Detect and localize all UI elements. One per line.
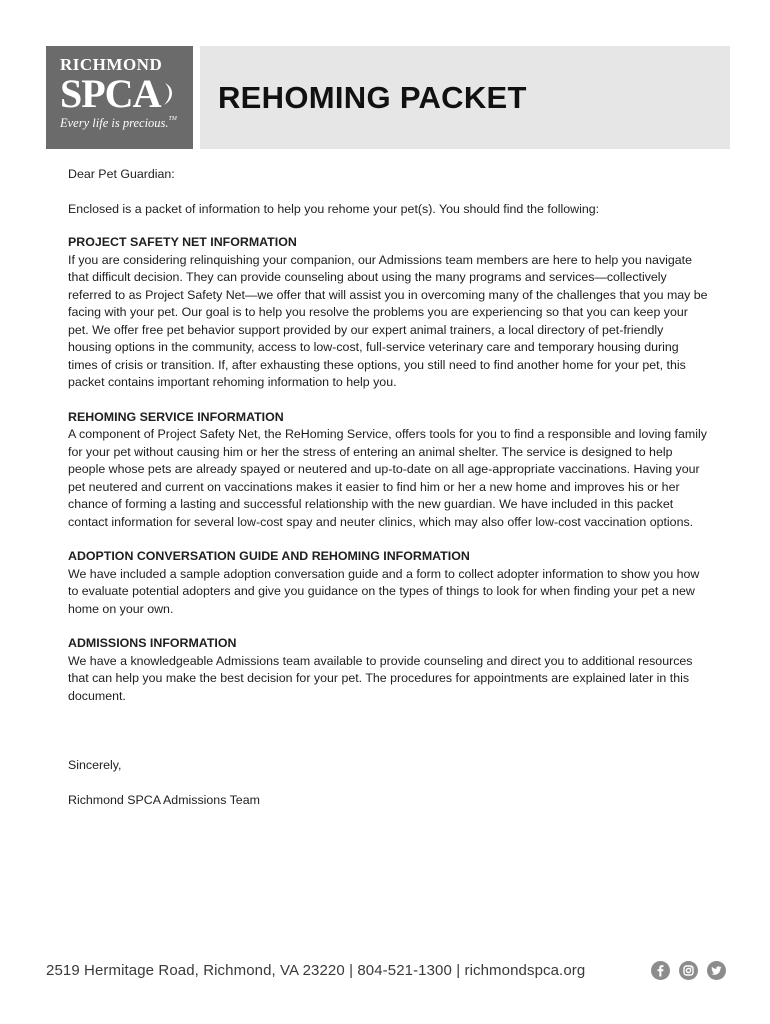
section-body: If you are considering relinquishing your companion, our Admissions team members are here to help you navigate that difficult decision. They can provide counseling about using the many programs and services—collectively referred to as Project Safety Net—we offer that will assist you in overcoming many of the challenges that you may be facing with your pet. Our goal is to help you resolve the problems you are experiencing so that you can keep your pet. We offer free pet behavior support provided by our expert animal trainers, a local directory of pet-friendly housing options in the community, access to low-cost, full-service veterinary care and temporary housing during times of crisis or transition. If, after exhausting these options, you still need to find another home for your pet, this packet contains important rehoming information to help you. <box>68 252 708 389</box>
logo-trademark: TM <box>168 116 177 122</box>
social-links <box>651 961 726 980</box>
intro-paragraph: Enclosed is a packet of information to help you rehome your pet(s). You should find the following: <box>68 201 600 216</box>
footer-contact: 2519 Hermitage Road, Richmond, VA 23220 | 804-521-1300 | richmondspca.org <box>46 961 586 979</box>
section-body: We have included a sample adoption conversation guide and a form to collect adopter information to show you how to evaluate potential adopters and give you guidance on the types of things to look for when finding your pet a new home on your own. <box>68 566 700 616</box>
section-admissions <box>68 635 708 705</box>
spca-swoosh-icon <box>162 81 176 107</box>
section-body: We have a knowledgeable Admissions team available to provide counseling and direct you to additional resources that can help you make the best decision for your pet. The procedures for appointments are explained later in this document. <box>68 653 693 703</box>
section-title: ADMISSIONS INFORMATION <box>68 636 237 650</box>
section-title: REHOMING SERVICE INFORMATION <box>68 409 284 424</box>
logo-richmond-text: RICHMOND <box>60 55 163 74</box>
header-band <box>200 46 730 149</box>
section-body: A component of Project Safety Net, the ReHoming Service, offers tools for you to find a responsible and loving family for your pet without causing him or her the stress of entering an animal shelter. The service is designed to help people whose pets are already spayed or neutered and up-to-date on all age-appropriate vaccinations. Having your pet neutered and current on vaccinations makes it easier to find him or her a new home and improves his or her chance of forming a lasting and successful relationship with the new guardian. We have included in this packet contact information for several low-cost spay and neuter clinics, which may also offer low-cost vaccination options. <box>68 427 707 529</box>
section-title: ADOPTION CONVERSATION GUIDE AND REHOMING INFORMATION <box>68 549 470 563</box>
section-rehoming-service <box>68 409 708 532</box>
footer <box>46 958 730 982</box>
twitter-glyph <box>707 961 726 980</box>
closing: Sincerely, <box>68 758 122 772</box>
facebook-glyph <box>651 961 670 980</box>
salutation: Dear Pet Guardian: <box>68 167 175 181</box>
logo-spca-text: SPCA <box>60 71 161 116</box>
instagram-glyph <box>679 961 698 980</box>
logo-tagline: Every life is precious.™ <box>60 116 177 130</box>
letter-body <box>68 166 708 809</box>
signature: Richmond SPCA Admissions Team <box>68 792 260 807</box>
section-adoption-conversation-guide <box>68 548 708 618</box>
section-title: PROJECT SAFETY NET INFORMATION <box>68 235 297 249</box>
twitter-icon[interactable] <box>707 961 726 980</box>
section-project-safety-net <box>68 234 708 392</box>
facebook-icon[interactable] <box>651 961 670 980</box>
richmond-spca-logo <box>46 46 193 149</box>
instagram-icon[interactable] <box>679 961 698 980</box>
page-title: REHOMING PACKET <box>218 80 527 115</box>
